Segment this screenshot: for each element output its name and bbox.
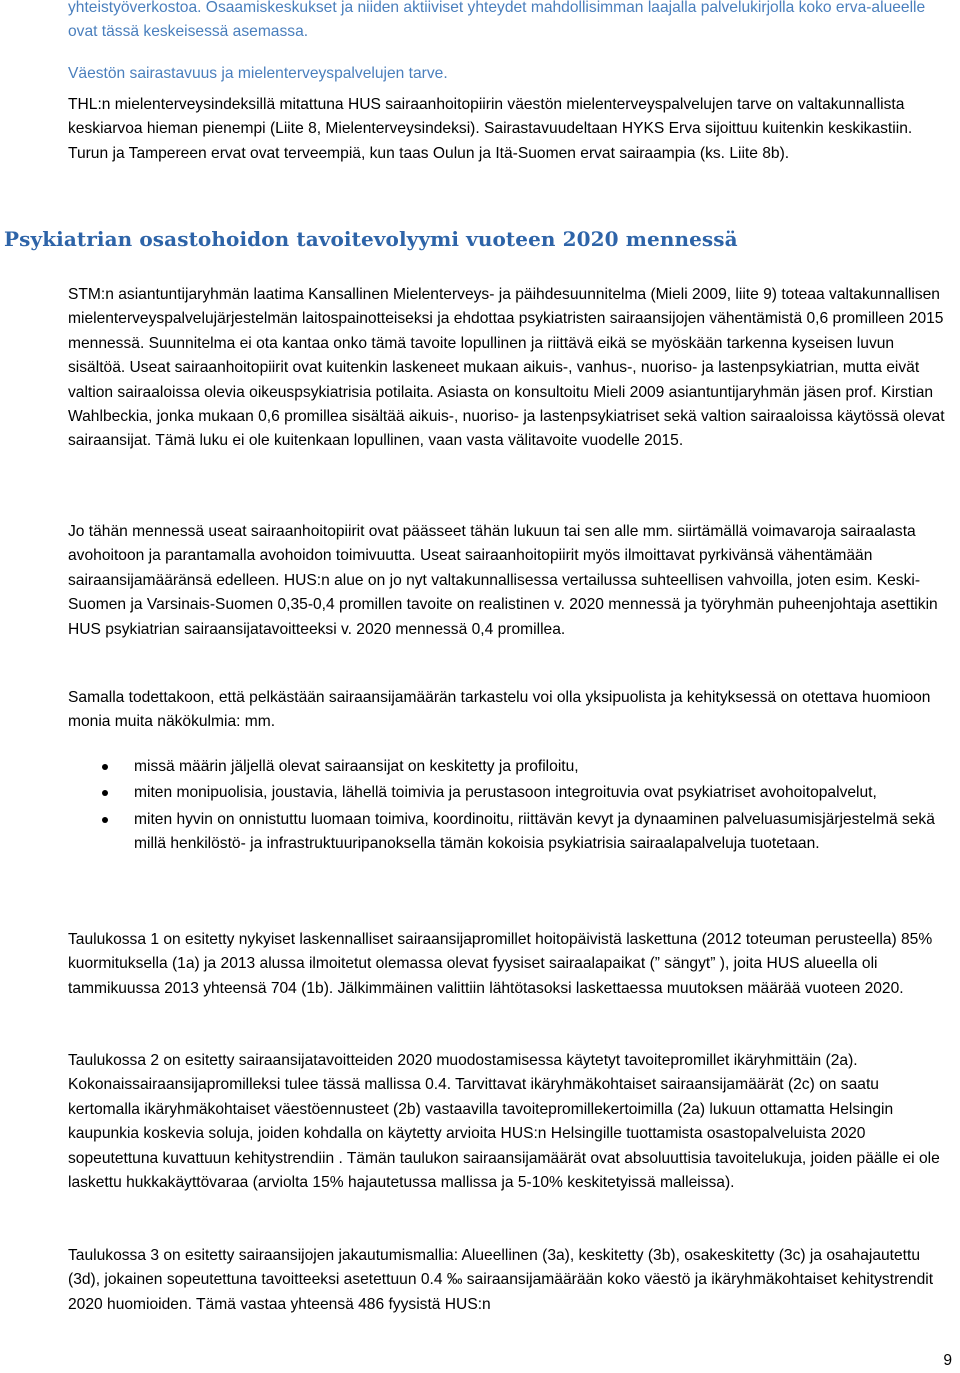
paragraph-stm: STM:n asiantuntijaryhmän laatima Kansallinen Mielenterveys- ja päihdesuunnitelma (Mieli 2009, liite 9) toteaa valtakunnallisen mielenterveyspalvelujärjestelmän laitospainotteiseksi ja ehdottaa psykiatristen sairaansijojen vähentämistä 0,6 promilleen 2015 mennessä. Suunnitelma ei ota kantaa onko tämä tavoite lopullinen ja riittävä eikä se myöskään tarkenna kyseisen luvun sisältöä. Useat sairaanhoitopiirit ovat kuitenkin laskeneet mukaan aikuis-, vanhus-, nuoriso- ja lastenpsykiatrian, mutta eivät valtion sairaaloissa olevia oikeuspsykiatrisia potilaita. Asiasta on konsultoitu Mieli 2009 asiantuntijaryhmän jäsen prof. Kirstian Wahlbeckia, jonka mukaan 0,6 promillea sisältää aikuis-, nuoriso- ja lastenpsykiatriset sekä valtion sairaaloissa käytössä olevat sairaansijat. Tämä luku ei ole kuitenkaan lopullinen, vaan vasta välitavoite vuodelle 2015. [68,286,945,450]
list-item-text: miten hyvin on onnistuttu luomaan toimiva, koordinoitu, riittävän kevyt ja dynaaminen palveluasumisjärjestelmä sekä millä henkilöstö- ja infrastruktuuripanoksella tämän kokoisia psykiatrisia sairaalapalveluja tuotetaan. [134,810,935,853]
section-heading: Psykiatrian osastohoidon tavoitevolyymi vuoteen 2020 mennessä [4,226,738,251]
intro-paragraph [68,0,948,45]
bullet-icon [102,790,108,796]
paragraph-table-3: Taulukossa 3 on esitetty sairaansijojen jakautumismallia: Alueellinen (3a), keskitetty (3b), osakeskitetty (3c) ja osahajautettu (3d), jokainen sopeutettuna tavoitteeksi asetettuun 0.4 ‰ sairaansijamäärään koko väestö ja ikäryhmäkohtaiset kehitystrendit 2020 huomioiden. Tämä vastaa yhteensä 486 fyysistä HUS:n [68,1247,934,1313]
paragraph-table-2: Taulukossa 2 on esitetty sairaansijatavoitteiden 2020 muodostamisessa käytetyt tavoitepromillet ikäryhmittäin (2a). Kokonaissairaansijapromilleksi tulee tässä mallissa 0.4. Tarvittavat ikäryhmäkohtaiset sairaansijamäärät (2c) on saatu kertomalla ikäryhmäkohtaiset väestöennusteet (2b) vastaavilla tavoitepromillekertoimilla (2a) lukuun ottamatta Helsingin kaupunkia koskevia soluja, joiden kohdalla on käytetty arvioita HUS:n Helsingille tuottamista osastopalveluista 2020 sopeutettuna kuvattuun kehitystrendiin . Tämän taulukon sairaansijamäärät ovat absoluuttisia tavoitelukuja, joiden päälle ei ole laskettu hukkakäyttövaraa (arviolta 15% hajautetussa mallissa ja 5-10% keskitetyissä malleissa). [68,1052,940,1192]
list-item [68,755,948,779]
list-item [68,781,948,805]
list-item [68,808,948,857]
list-item-text: missä määrin jäljellä olevat sairaansijat on keskitetty ja profiloitu, [134,758,579,775]
thl-paragraph: THL:n mielenterveysindeksillä mitattuna HUS sairaanhoitopiirin väestön mielenterveyspalvelujen tarve on valtakunnallista keskiarvoa hieman pienempi (Liite 8, Mielenterveysindeksi). Sairastavuudeltaan HYKS Erva sijoittuu kuitenkin keskikastiin. Turun ja Tampereen ervat ovat terveempiä, kun taas Oulun ja Itä-Suomen ervat sairaampia (ks. Liite 8b). [68,96,913,162]
bullet-icon [102,817,108,823]
page-number: 9 [943,1352,952,1369]
bullet-icon [102,764,108,770]
list-item-text: miten monipuolisia, joustavia, lähellä toimivia ja perustasoon integroituvia ovat psykiatriset avohoitopalvelut, [134,784,877,802]
subheading: Väestön sairastavuus ja mielenterveyspalvelujen tarve. [68,65,448,82]
intro-text: yhteistyöverkostoa. Osaamiskeskukset ja niiden aktiiviset yhteydet mahdollisimman laajalla palvelukirjolla koko erva-alueelle ovat tässä keskeisessä asemassa. [68,0,926,41]
paragraph-table-1: Taulukossa 1 on esitetty nykyiset laskennalliset sairaansijapromillet hoitopäivistä laskettuna (2012 toteuman perusteella) 85% kuormituksella (1a) ja 2013 alussa ilmoitetut olemassa olevat fyysiset sairaalapaikat (” sängyt” ), joita HUS alueella oli tammikuussa 2013 yhteensä 704 (1b). Jälkimmäinen valittiin lähtötasoksi laskettaessa muutoksen määrää vuoteen 2020. [68,931,933,997]
paragraph-considerations: Samalla todettakoon, että pelkästään sairaansijamäärän tarkastelu voi olla yksipuolista ja kehityksessä on otettava huomioon monia muita näkökulmia: mm. [68,689,931,731]
bullet-list [68,755,948,859]
paragraph-progress: Jo tähän mennessä useat sairaanhoitopiirit ovat päässeet tähän lukuun tai sen alle mm. siirtämällä voimavaroja sairaalasta avohoitoon ja parantamalla avohoidon toimivuutta. Useat sairaanhoitopiirit myös ilmoittavat pyrkivänsä vähentämään sairaansijamääränsä edelleen. HUS:n alue on jo nyt valtakunnallisessa vertailussa suhteellisen vahvoilla, joten esim. Keski-Suomen ja Varsinais-Suomen 0,35-0,4 promillen tavoite on realistinen v. 2020 mennessä ja työryhmän puheenjohtaja asettikin HUS psykiatrian sairaansijatavoitteeksi v. 2020 mennessä 0,4 promillea. [68,523,938,638]
